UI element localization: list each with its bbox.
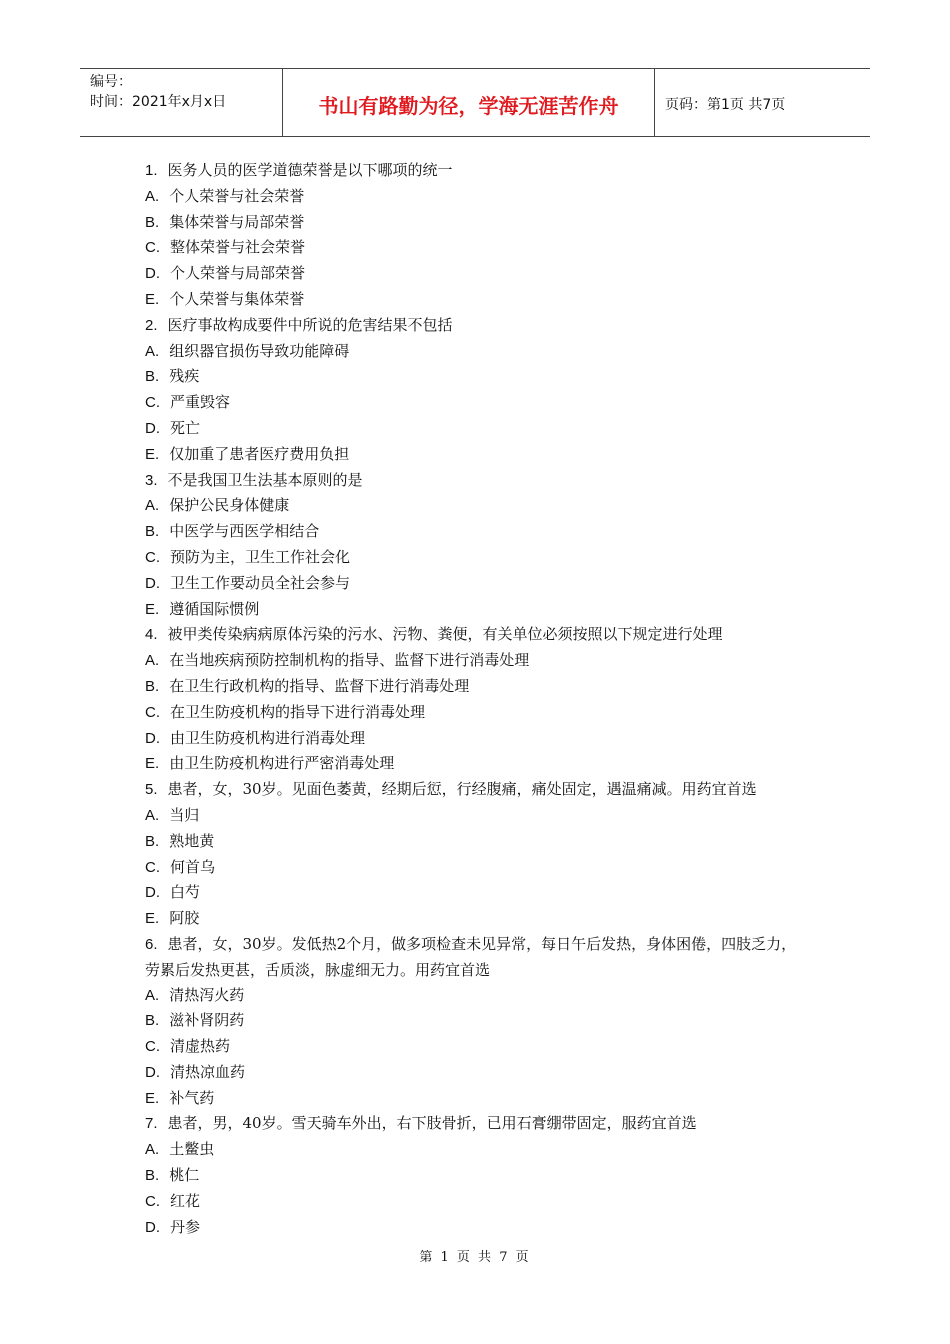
- document-time-label: 时间：2021年x月x日: [90, 94, 227, 110]
- option-text: 残疾: [169, 367, 200, 386]
- answer-option: [145, 184, 805, 210]
- question-number: 5.: [145, 781, 158, 799]
- answer-option: [145, 364, 805, 390]
- option-label: B.: [145, 832, 160, 850]
- option-text: 集体荣誉与局部荣誉: [169, 212, 305, 231]
- option-text: 丹参: [170, 1217, 201, 1236]
- answer-option: [145, 519, 805, 545]
- option-label: B.: [145, 213, 160, 231]
- option-text: 组织器官损伤导致功能障碍: [169, 341, 350, 360]
- option-text: 清热泻火药: [169, 985, 245, 1004]
- option-label: A.: [145, 187, 160, 205]
- option-text: 阿胶: [169, 909, 200, 928]
- answer-option: [145, 493, 805, 519]
- option-label: D.: [145, 884, 160, 902]
- option-label: C.: [145, 1192, 160, 1210]
- answer-option: [145, 803, 805, 829]
- option-label: D.: [145, 574, 160, 592]
- answer-option: [145, 416, 805, 442]
- option-label: C.: [145, 858, 160, 876]
- option-label: D.: [145, 1218, 160, 1236]
- question-text: 医务人员的医学道德荣誉是以下哪项的统一: [167, 161, 453, 179]
- page-header: [80, 68, 870, 137]
- option-text: 土鳖虫: [169, 1140, 215, 1159]
- question-number: 4.: [145, 626, 158, 644]
- option-text: 个人荣誉与集体荣誉: [169, 289, 305, 308]
- question-stem: [145, 777, 805, 803]
- answer-option: [145, 597, 805, 623]
- answer-option: [145, 829, 805, 855]
- answer-option: [145, 1034, 805, 1060]
- answer-option: [145, 648, 805, 674]
- answer-option: [145, 1086, 805, 1112]
- option-label: A.: [145, 497, 160, 515]
- question-number: 6.: [145, 935, 158, 953]
- question-text: 患者，男，40岁。雪天骑车外出，右下肢骨折，已用石膏绷带固定，服药宜首选: [167, 1114, 697, 1133]
- option-text: 个人荣誉与社会荣誉: [169, 186, 305, 205]
- option-label: A.: [145, 986, 160, 1004]
- option-label: B.: [145, 677, 160, 695]
- document-number-label: 编号：: [90, 74, 132, 90]
- answer-option: [145, 545, 805, 571]
- option-label: C.: [145, 548, 160, 566]
- option-text: 在当地疾病预防控制机构的指导、监督下进行消毒处理: [169, 651, 530, 670]
- option-label: B.: [145, 368, 160, 386]
- answer-option: [145, 1137, 805, 1163]
- option-text: 卫生工作要动员全社会参与: [170, 573, 351, 592]
- option-label: B.: [145, 1012, 160, 1030]
- question-stem: [145, 468, 805, 494]
- answer-option: [145, 700, 805, 726]
- question-stem: [145, 158, 805, 184]
- answer-option: [145, 1060, 805, 1086]
- option-label: A.: [145, 1141, 160, 1159]
- question-number: 2.: [145, 316, 158, 334]
- question-number: 1.: [145, 162, 158, 179]
- option-text: 个人荣誉与局部荣誉: [170, 264, 306, 283]
- answer-option: [145, 210, 805, 236]
- header-meta: [80, 69, 282, 136]
- option-label: A.: [145, 652, 160, 670]
- header-motto: 书山有路勤为径，学海无涯苦作舟: [282, 69, 655, 136]
- question-text: 被甲类传染病病原体污染的污水、污物、粪便，有关单位必须按照以下规定进行处理: [167, 625, 723, 644]
- option-text: 补气药: [169, 1088, 215, 1107]
- option-text: 何首乌: [170, 857, 216, 876]
- option-label: D.: [145, 1063, 160, 1081]
- option-text: 保护公民身体健康: [169, 496, 290, 515]
- option-label: C.: [145, 1038, 160, 1056]
- option-label: A.: [145, 342, 160, 360]
- option-text: 由卫生防疫机构进行严密消毒处理: [169, 754, 395, 773]
- answer-option: [145, 726, 805, 752]
- option-text: 仅加重了患者医疗费用负担: [169, 444, 350, 463]
- question-stem: [145, 622, 805, 648]
- option-label: B.: [145, 523, 160, 541]
- answer-option: [145, 1189, 805, 1215]
- answer-option: [145, 906, 805, 932]
- option-text: 遵循国际惯例: [169, 599, 260, 618]
- option-label: E.: [145, 910, 160, 928]
- option-text: 预防为主，卫生工作社会化: [170, 547, 351, 566]
- question-stem: [145, 932, 805, 983]
- option-label: D.: [145, 265, 160, 283]
- option-label: E.: [145, 755, 160, 773]
- option-label: E.: [145, 290, 160, 308]
- question-text: 患者，女，30岁。发低热2个月，做多项检查未见异常，每日午后发热，身体困倦，四肢乏力，劳累后发热更甚，舌质淡，脉虚细无力。用药宜首选: [145, 934, 797, 979]
- option-text: 严重毁容: [170, 393, 231, 412]
- option-label: E.: [145, 600, 160, 618]
- option-text: 滋补肾阴药: [169, 1011, 245, 1030]
- answer-option: [145, 339, 805, 365]
- option-label: A.: [145, 806, 160, 824]
- answer-option: [145, 571, 805, 597]
- option-label: C.: [145, 239, 160, 257]
- question-text: 医疗事故构成要件中所说的危害结果不包括: [167, 315, 453, 334]
- option-text: 清热凉血药: [170, 1062, 246, 1081]
- question-stem: [145, 313, 805, 339]
- option-text: 中医学与西医学相结合: [169, 522, 320, 541]
- answer-option: [145, 983, 805, 1009]
- question-number: 3.: [145, 471, 158, 489]
- option-text: 红花: [170, 1191, 201, 1210]
- answer-option: [145, 442, 805, 468]
- question-number: 7.: [145, 1115, 158, 1133]
- answer-option: [145, 287, 805, 313]
- answer-option: [145, 674, 805, 700]
- option-label: E.: [145, 445, 160, 463]
- answer-option: [145, 855, 805, 881]
- header-page-info: 页码：第1页 共7页: [665, 96, 786, 113]
- option-text: 桃仁: [169, 1166, 200, 1185]
- answer-option: [145, 1215, 805, 1241]
- answer-option: [145, 1008, 805, 1034]
- option-text: 清虚热药: [170, 1037, 231, 1056]
- option-label: D.: [145, 419, 160, 437]
- option-label: B.: [145, 1167, 160, 1185]
- answer-option: [145, 751, 805, 777]
- answer-option: [145, 880, 805, 906]
- question-list: [145, 158, 805, 1240]
- question-text: 患者，女，30岁。见面色萎黄，经期后愆，行经腹痛，痛处固定，遇温痛减。用药宜首选: [167, 780, 757, 799]
- option-label: E.: [145, 1089, 160, 1107]
- question-stem: [145, 1111, 805, 1137]
- option-text: 在卫生行政机构的指导、监督下进行消毒处理: [169, 676, 470, 695]
- option-label: C.: [145, 394, 160, 412]
- answer-option: [145, 235, 805, 261]
- option-text: 死亡: [170, 418, 201, 437]
- option-label: D.: [145, 729, 160, 747]
- answer-option: [145, 261, 805, 287]
- page-footer: 第 1 页 共 7 页: [419, 1250, 531, 1265]
- answer-option: [145, 390, 805, 416]
- option-text: 当归: [169, 805, 200, 824]
- option-text: 在卫生防疫机构的指导下进行消毒处理: [170, 702, 426, 721]
- option-text: 白芍: [170, 883, 201, 902]
- question-text: 不是我国卫生法基本原则的是: [167, 470, 363, 489]
- option-text: 整体荣誉与社会荣誉: [170, 238, 306, 257]
- option-text: 由卫生防疫机构进行消毒处理: [170, 728, 366, 747]
- answer-option: [145, 1163, 805, 1189]
- option-text: 熟地黄: [169, 831, 215, 850]
- option-label: C.: [145, 703, 160, 721]
